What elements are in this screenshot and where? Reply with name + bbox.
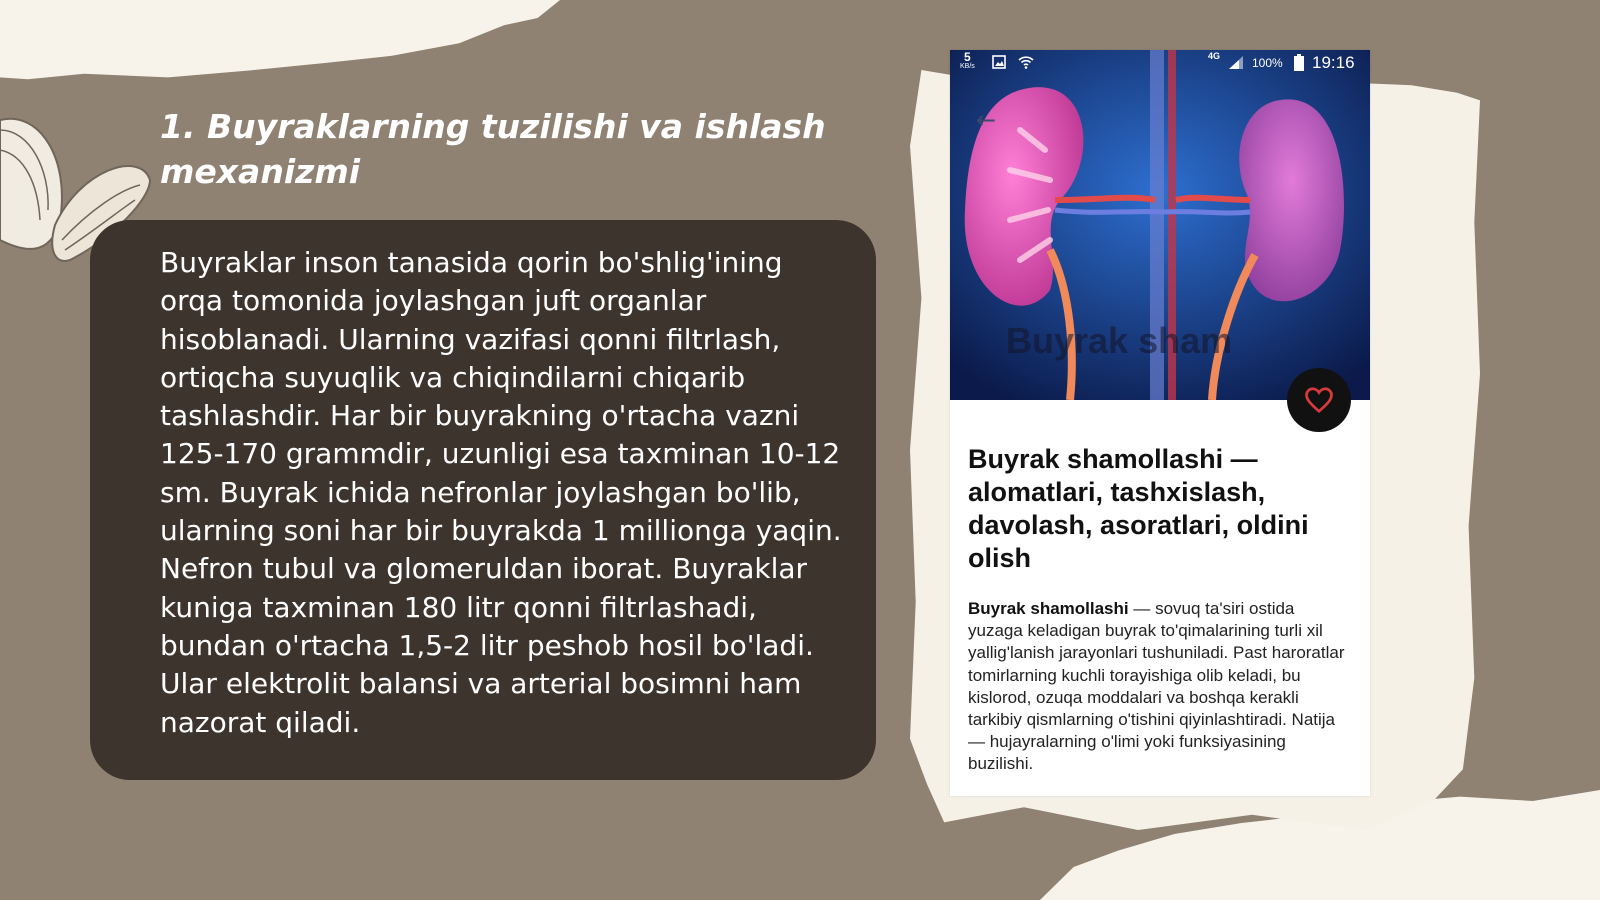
favorite-button[interactable] [1287,368,1351,432]
signal-icon [1228,55,1244,70]
article-title: Buyrak shamollashi — alomatlari, tashxislash, davolash, asoratlari, oldini olish [968,444,1309,573]
slide-body-text: Buyraklar inson tanasida qorin bo'shlig'ining orqa tomonida joylashgan juft organlar hisoblanadi. Ularning vazifasi qonni filtrlash, ortiqcha suyuqlik va chiqindilarni chiqarib tashlashdir. Har bir buyrakning o'rtacha vazni 125-170 grammdir, uzunligi esa taxminan 10-12 sm. Buyrak ichida nefronlar joylashgan bo'lib, ularning soni har bir buyrakda 1 millionga yaqin. Nefron tubul va glomeruldan iborat. Buyraklar kuniga taxminan 180 litr qonni filtrlashadi, bundan o'rtacha 1,5-2 litr peshob hosil bo'ladi. Ular elektrolit balansi va arterial bosimni ham nazorat qiladi. [160,246,842,739]
battery-icon [1294,54,1304,71]
back-arrow-icon[interactable]: ← [976,106,997,134]
status-bar [950,50,1370,76]
image-icon [992,55,1006,69]
heart-icon [1304,385,1334,415]
torn-paper-top [0,0,560,90]
wifi-icon [1018,54,1034,70]
battery-percent: 100% [1252,56,1283,70]
article-body [968,598,1353,776]
network-speed: 5 KB/s [960,50,975,70]
network-type: 4G [1208,51,1221,61]
phone-screenshot [950,50,1370,796]
article-lead-bold: Buyrak shamollashi [968,599,1129,618]
status-time: 19:16 [1312,53,1355,72]
slide-title: 1. Buyraklarning tuzilishi va ishlash mexanizmi [160,107,826,191]
article-body-text: — sovuq ta'siri ostida yuzaga keladigan buyrak to'qimalarining turli xil yallig'lanish jarayonlari tushuniladi. Past haroratlar tomirlarning kuchli torayishiga olib keladi, bu kislorod, ozuqa moddalari va boshqa kerakli tarkibiy qismlarning o'tishini qiyinlashtiradi. Natija — hujayralarning o'limi yoki funksiyasining buzilishi. [968,599,1345,774]
hero-overlay-title: Buyrak sham [1006,320,1233,361]
